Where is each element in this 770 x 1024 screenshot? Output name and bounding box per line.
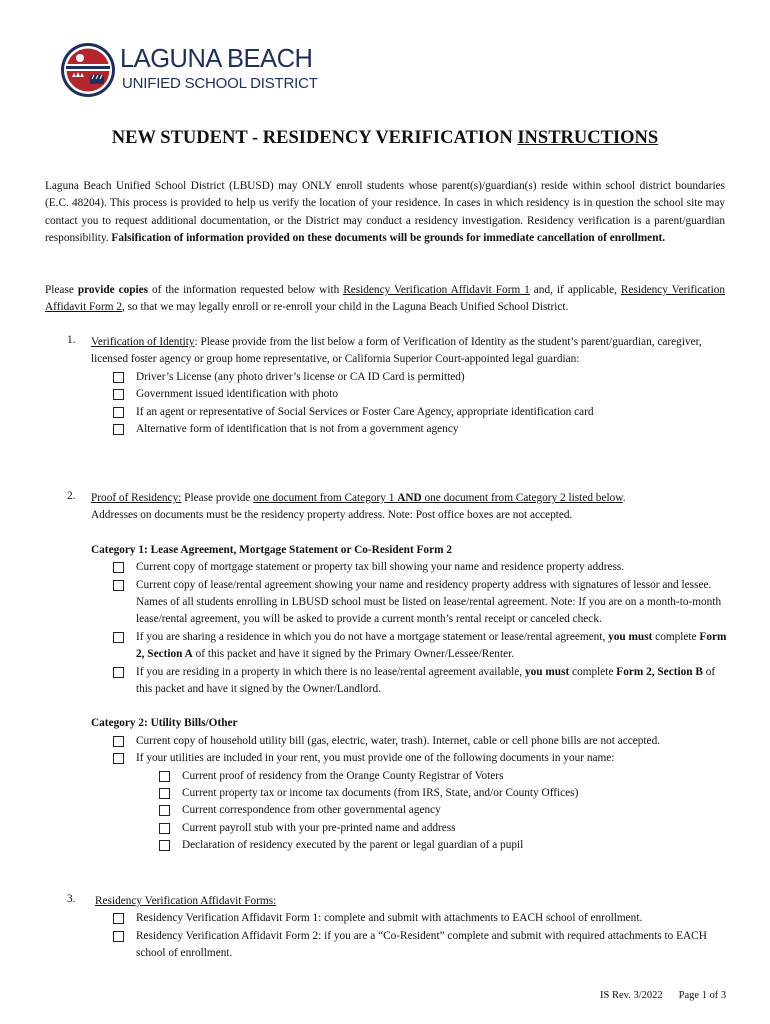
checklist-label: Current correspondence from other governmental agency <box>182 804 441 817</box>
checklist-bold-1: you must <box>608 630 653 643</box>
category-instruction-and: AND <box>397 492 422 504</box>
category1-heading: Category 1: Lease Agreement, Mortgage Statement or Co-Resident Form 2 <box>91 543 452 556</box>
checkbox[interactable] <box>159 840 170 851</box>
checklist-label-3: of this packet and have it signed by the Owner/Landlord. <box>136 665 716 696</box>
category2-heading: Category 2: Utility Bills/Other <box>91 717 238 730</box>
checklist-item <box>91 664 731 699</box>
sub-checklist-item <box>91 768 731 785</box>
copies-text-2: of the information requested below with <box>148 284 344 296</box>
checkbox[interactable] <box>159 805 170 816</box>
copies-text-4: , so that we may legally enroll or re-enroll your child in the Laguna Beach Unified School District. <box>121 301 569 314</box>
checkbox[interactable] <box>113 424 124 435</box>
sub-checklist-item <box>91 820 731 837</box>
sub-checklist-item <box>91 837 731 854</box>
checkbox[interactable] <box>113 372 124 383</box>
copies-text-3: and, if applicable, <box>529 284 621 296</box>
copies-paragraph <box>45 282 725 317</box>
checklist-label-1: If you are sharing a residence in which you do not have a mortgage statement or lease/rental agreement, <box>136 630 609 643</box>
checklist-label: If your utilities are included in your rent, you must provide one of the following documents in your name: <box>136 752 615 765</box>
section-text: : Please provide from the list below a form of Verification of Identity as the student’s parent/guardian, caregiver, licensed foster agency or group home representative, or California Superior Court-appointed legal guardian: <box>91 336 702 366</box>
revision-label: IS Rev. 3/2022 <box>600 990 663 1001</box>
checklist-label-3: of this packet and have it signed by the Primary Owner/Lessee/Renter. <box>192 648 515 661</box>
sub-checklist-item <box>91 802 731 819</box>
intro-warning: Falsification of information provided on these documents will be grounds for immediate cancellation of enrollment. <box>111 232 666 245</box>
section-number: 2. <box>67 490 76 502</box>
checkbox[interactable] <box>159 823 170 834</box>
checklist-item <box>91 369 731 386</box>
category-instruction-2: one document from Category 2 listed below <box>421 492 623 504</box>
checklist-label-2: complete <box>652 630 700 643</box>
checkbox[interactable] <box>113 667 124 678</box>
sub-checklist-item <box>91 785 731 802</box>
checklist-bold-2: Form 2, Section A <box>136 630 727 661</box>
checkbox[interactable] <box>113 931 124 942</box>
form1-link: Residency Verification Affidavit Form 1 <box>343 284 530 296</box>
checkbox[interactable] <box>159 788 170 799</box>
section-heading: Proof of Residency: <box>91 492 182 504</box>
checkbox[interactable] <box>113 913 124 924</box>
checklist-item <box>91 577 731 629</box>
section-text-end: . <box>622 492 626 504</box>
checklist-bold-2: Form 2, Section B <box>616 665 703 678</box>
checklist-label: Current payroll stub with your pre-printed name and address <box>182 821 456 834</box>
section-heading: Residency Verification Affidavit Forms: <box>95 895 277 907</box>
checklist-item <box>91 750 731 767</box>
section-residency-intro <box>91 490 731 507</box>
checklist-item <box>95 910 735 927</box>
checklist-item <box>91 629 731 664</box>
section-number: 1. <box>67 334 76 346</box>
checklist-label: Residency Verification Affidavit Form 2: if you are a “Co-Resident” complete and submit with required attachments to EACH school of enrollment. <box>136 929 707 960</box>
checklist-item <box>91 421 731 438</box>
checklist-label: Residency Verification Affidavit Form 1: complete and submit with attachments to EACH school of enrollment. <box>136 912 643 925</box>
checklist-bold-1: you must <box>524 665 570 678</box>
checklist-label-2: complete <box>569 665 617 678</box>
copies-bold: provide copies <box>77 284 149 296</box>
title-main: NEW STUDENT - RESIDENCY VERIFICATION <box>111 128 518 148</box>
checklist-label-1: If you are residing in a property in which there is no lease/rental agreement available, <box>136 665 525 678</box>
page-footer <box>600 990 742 1001</box>
district-logo <box>60 42 318 100</box>
section-text: Please provide <box>181 492 254 504</box>
checklist-label: Current property tax or income tax documents (from IRS, State, and/or County Offices) <box>182 787 579 800</box>
checklist-item <box>91 733 731 750</box>
copies-text-1: Please <box>45 284 78 296</box>
checklist-label: Current copy of lease/rental agreement showing your name and residency property address with signatures of lessor and lessee. Names of all students enrolling in LBUSD school must be listed on lease/rental agreement. Note: If you are on a month-to-month lease/rental agreement, you will be asked to provide a current month’s rental receipt or canceled check. <box>136 578 722 626</box>
checkbox[interactable] <box>113 632 124 643</box>
section-number: 3. <box>67 893 76 905</box>
checkbox[interactable] <box>113 389 124 400</box>
district-seal-icon <box>60 42 116 98</box>
intro-paragraph <box>45 178 725 248</box>
page-title <box>0 128 770 149</box>
checklist-label: Government issued identification with photo <box>136 388 339 401</box>
checklist-label: Current copy of mortgage statement or property tax bill showing your name and residence property address. <box>136 561 625 574</box>
checklist-label: Declaration of residency executed by the parent or legal guardian of a pupil <box>182 839 524 852</box>
title-underlined: INSTRUCTIONS <box>517 128 659 148</box>
logo-subtitle: UNIFIED SCHOOL DISTRICT <box>122 75 318 92</box>
address-note: Addresses on documents must be the residency property address. Note: Post office boxes are not accepted. <box>91 509 573 522</box>
form2-link: Residency Verification Affidavit Form 2 <box>45 284 726 314</box>
checkbox[interactable] <box>113 407 124 418</box>
category-instruction-1: one document from Category 1 <box>253 492 398 504</box>
logo-title: LAGUNA BEACH <box>120 45 313 73</box>
checklist-label: Current copy of household utility bill (gas, electric, water, trash). Internet, cable or cell phone bills are not accepted. <box>136 734 661 747</box>
checkbox[interactable] <box>159 771 170 782</box>
intro-text: Laguna Beach Unified School District (LBUSD) may ONLY enroll students whose parent(s)/guardian(s) reside within school district boundaries (E.C. 48204). This process is provided to help us verify the location of your residence. In cases in which residency is in question the school site may contact you to request additional documentation, or the District may conduct a residency investigation. Residency verification is a parent/guardian responsibility. <box>45 180 725 245</box>
checkbox[interactable] <box>113 562 124 573</box>
checklist-item <box>91 404 731 421</box>
checkbox[interactable] <box>113 753 124 764</box>
checkbox[interactable] <box>113 580 124 591</box>
checklist-label: Alternative form of identification that is not from a government agency <box>136 423 459 436</box>
section-heading: Verification of Identity <box>91 336 195 348</box>
section-identity-intro <box>91 334 731 369</box>
checkbox[interactable] <box>113 736 124 747</box>
checklist-label: Current proof of residency from the Orange County Registrar of Voters <box>182 769 504 782</box>
checklist-item <box>91 386 731 403</box>
page-number: Page 1 of 3 <box>678 990 727 1001</box>
checklist-item <box>95 928 735 963</box>
checklist-label: Driver’s License (any photo driver’s license or CA ID Card is permitted) <box>136 370 465 383</box>
checklist-item <box>91 559 731 576</box>
checklist-label: If an agent or representative of Social Services or Foster Care Agency, appropriate identification card <box>136 405 594 418</box>
